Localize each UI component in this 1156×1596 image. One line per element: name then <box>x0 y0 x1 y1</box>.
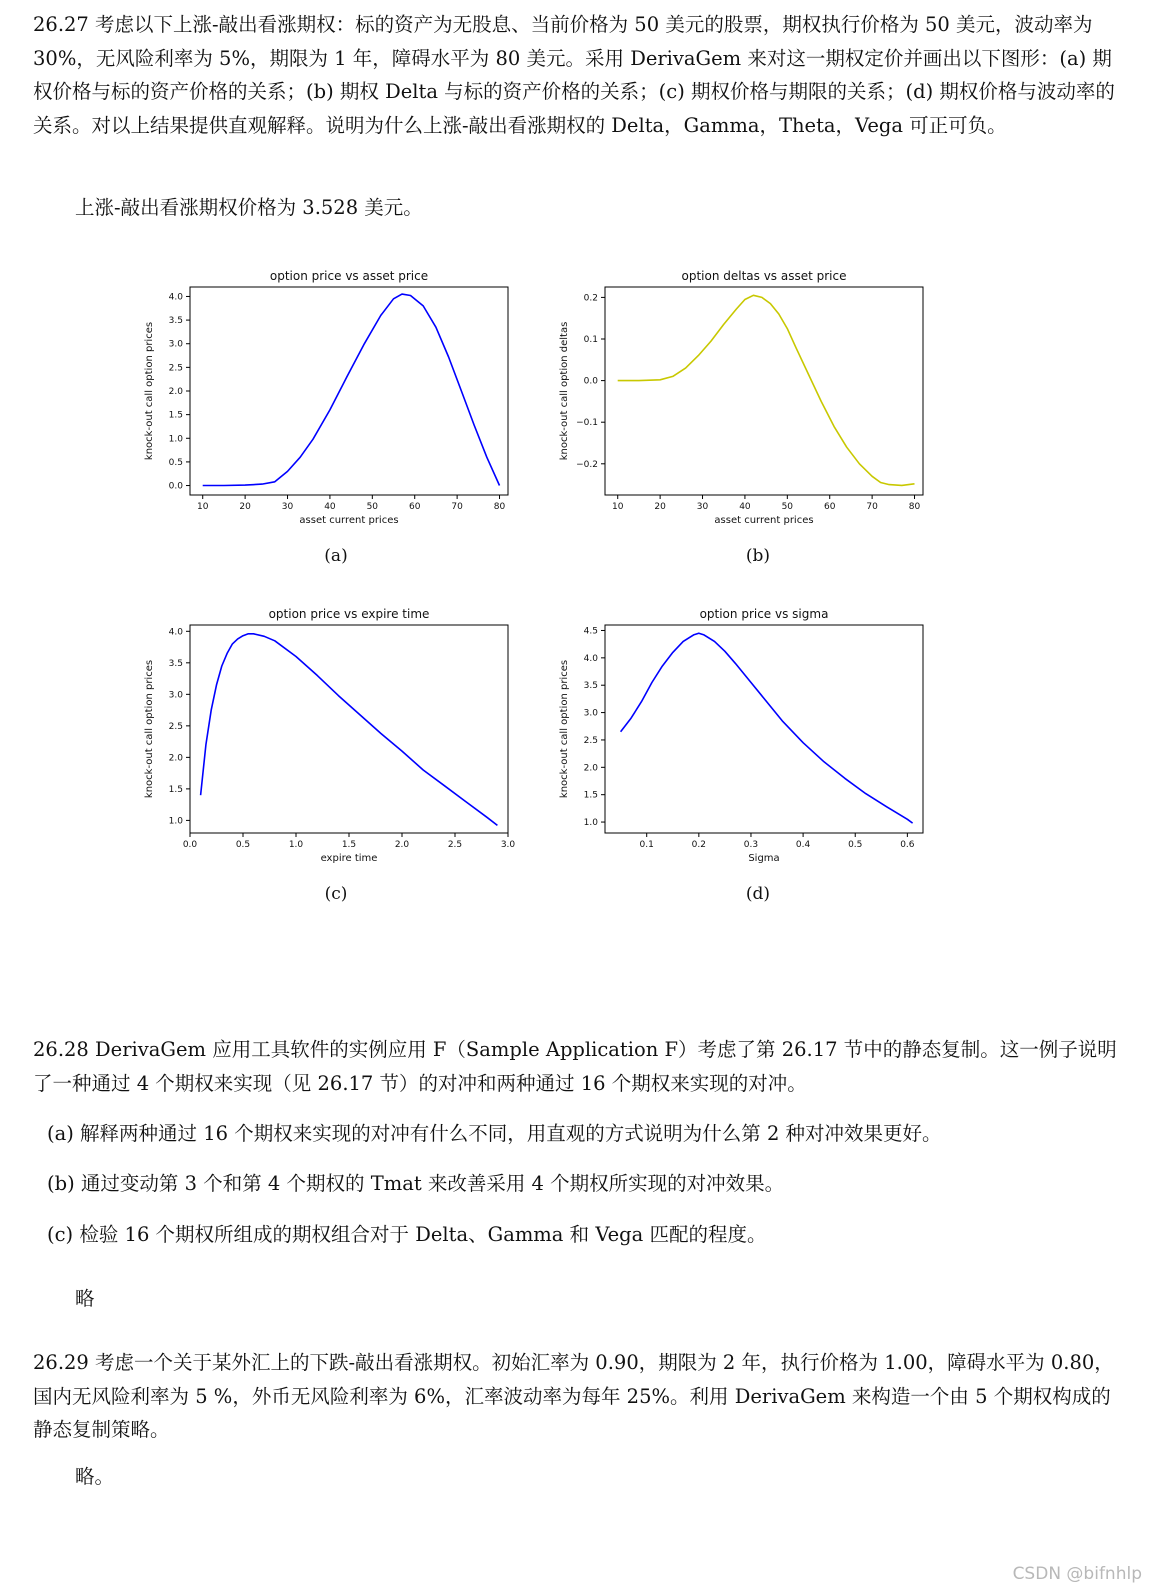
x-tick-label: 0.4 <box>795 840 811 850</box>
y-tick-label: 1.5 <box>168 410 183 421</box>
x-tick-label: 1.0 <box>288 840 304 850</box>
question-26-29-text: 26.29 考虑一个关于某外汇上的下跌-敲出看涨期权。初始汇率为 0.90，期限为 2 年，执行价格为 1.00，障碍水平为 0.80，国内无风险利率为 5 %，外币无风险利率为 6%，汇率波动率为每年 25%。利用 DerivaGem 来构造一个由 5 个期权构成的静态复制策略。 <box>33 1351 1114 1441</box>
plot-frame <box>605 625 923 833</box>
x-tick-label: 3.0 <box>500 840 516 850</box>
x-tick-label: 70 <box>451 502 463 512</box>
y-tick-label: 0.1 <box>583 335 598 345</box>
x-tick-label: 0.5 <box>235 840 251 850</box>
y-tick-label: 2.0 <box>168 387 183 397</box>
y-tick-label: −0.1 <box>576 418 598 429</box>
y-tick-label: 1.5 <box>583 790 598 801</box>
question-26-28-item-a: (a) 解释两种通过 16 个期权来实现的对冲有什么不同，用直观的方式说明为什么第 2 种对冲效果更好。 <box>47 1122 942 1145</box>
x-tick-label: 10 <box>196 502 209 512</box>
caption-a: (a) <box>324 546 348 566</box>
y-tick-label: 3.0 <box>168 339 183 350</box>
caption-c: (c) <box>324 884 348 904</box>
caption-d: (d) <box>745 884 771 904</box>
x-tick-label: 80 <box>908 502 921 512</box>
y-axis-label: knock-out call option deltas <box>559 321 570 461</box>
question-26-28-item-b: (b) 通过变动第 3 个和第 4 个期权的 Tmat 来改善采用 4 个期权所实现的对冲效果。 <box>47 1172 785 1195</box>
plot-frame <box>190 625 508 833</box>
x-tick-label: 30 <box>281 502 294 512</box>
y-tick-label: 2.0 <box>583 763 598 774</box>
y-tick-label: 4.0 <box>168 292 183 303</box>
question-26-27-answer: 上涨-敲出看涨期权价格为 3.528 美元。 <box>75 196 423 219</box>
y-tick-label: 2.0 <box>168 753 183 764</box>
chart-title: option price vs sigma <box>699 607 829 621</box>
x-tick-label: 70 <box>866 502 878 512</box>
x-tick-label: 60 <box>823 502 836 512</box>
question-26-29-answer: 略。 <box>75 1465 115 1488</box>
chart-title: option deltas vs asset price <box>681 269 847 283</box>
x-tick-label: 10 <box>611 502 624 512</box>
x-tick-label: 2.0 <box>394 840 410 850</box>
caption-b: (b) <box>745 546 771 566</box>
x-tick-label: 30 <box>696 502 709 512</box>
x-tick-label: 60 <box>408 502 421 512</box>
y-tick-label: 2.5 <box>168 721 183 732</box>
y-axis-label: knock-out call option prices <box>144 321 155 461</box>
chart-title: option price vs expire time <box>268 607 430 621</box>
y-tick-label: 1.0 <box>168 816 183 827</box>
y-tick-label: 1.5 <box>168 784 183 795</box>
x-tick-label: 50 <box>366 502 379 512</box>
x-tick-label: 0.3 <box>743 840 759 850</box>
question-26-28-item-c: (c) 检验 16 个期权所组成的期权组合对于 Delta、Gamma 和 Vega 匹配的程度。 <box>47 1223 767 1246</box>
x-tick-label: 80 <box>493 502 506 512</box>
y-tick-label: 4.0 <box>168 627 183 638</box>
chart-a <box>140 262 520 530</box>
y-tick-label: 3.5 <box>168 658 183 669</box>
x-tick-label: 50 <box>781 502 794 512</box>
y-tick-label: 4.0 <box>583 653 598 664</box>
x-tick-label: 40 <box>324 502 336 512</box>
plot-frame <box>190 287 508 495</box>
x-tick-label: 0.6 <box>900 840 915 850</box>
series-line <box>618 295 915 485</box>
y-tick-label: 3.5 <box>583 681 598 692</box>
question-26-27-text: 26.27 考虑以下上涨-敲出看涨期权：标的资产为无股息、当前价格为 50 美元的股票，期权执行价格为 50 美元，波动率为 30%，无风险利率为 5%，期限为 1 年，障碍水平为 80 美元。采用 DerivaGem 来对这一期权定价并画出以下图形：(a) 期权价格与标的资产价格的关系；(b) 期权 Delta 与标的资产价格的关系；(c) 期权价格与期限的关系；(d) 期权价格与波动率的关系。对以上结果提供直观解释。说明为什么上涨-敲出看涨期权的 Delta，Gamma，Theta，Vega 可正可负。 <box>33 13 1115 137</box>
y-tick-label: 0.0 <box>583 376 598 387</box>
x-axis-label: asset current prices <box>714 515 814 526</box>
x-tick-label: 20 <box>654 502 666 512</box>
x-axis-label: asset current prices <box>299 515 399 526</box>
y-tick-label: 0.2 <box>583 293 598 304</box>
y-tick-label: 0.0 <box>168 481 183 492</box>
y-tick-label: 2.5 <box>168 363 183 374</box>
x-tick-label: 0.2 <box>691 840 707 850</box>
y-tick-label: 2.5 <box>583 735 598 746</box>
series-line <box>201 634 498 826</box>
series-line <box>621 633 913 823</box>
x-axis-label: expire time <box>320 853 378 864</box>
y-tick-label: 1.0 <box>583 818 598 829</box>
chart-title: option price vs asset price <box>269 269 429 283</box>
question-26-28-answer: 略 <box>75 1287 95 1310</box>
y-tick-label: 4.5 <box>583 626 598 637</box>
x-tick-label: 0.0 <box>182 840 198 850</box>
chart-d <box>555 600 935 868</box>
y-tick-label: 3.0 <box>583 708 598 719</box>
y-axis-label: knock-out call option prices <box>144 659 155 799</box>
chart-c <box>140 600 520 868</box>
x-tick-label: 0.5 <box>848 840 863 850</box>
x-tick-label: 0.1 <box>639 840 654 850</box>
y-tick-label: 1.0 <box>168 434 183 445</box>
y-tick-label: 0.5 <box>168 457 183 468</box>
y-tick-label: 3.0 <box>168 690 183 701</box>
x-tick-label: 1.5 <box>341 840 357 850</box>
y-axis-label: knock-out call option prices <box>559 659 570 799</box>
y-tick-label: 3.5 <box>168 316 183 327</box>
question-26-28-text: 26.28 DerivaGem 应用工具软件的实例应用 F（Sample Application F）考虑了第 26.17 节中的静态复制。这一例子说明了一种通过 4 个期权来实现（见 26.17 节）的对冲和两种通过 16 个期权来实现的对冲。 <box>33 1038 1117 1095</box>
series-line <box>203 294 500 485</box>
x-axis-label: Sigma <box>748 853 780 864</box>
x-tick-label: 40 <box>739 502 751 512</box>
x-tick-label: 20 <box>239 502 251 512</box>
plot-frame <box>605 287 923 495</box>
chart-b <box>555 262 935 530</box>
x-tick-label: 2.5 <box>447 840 463 850</box>
y-tick-label: −0.2 <box>576 459 598 470</box>
watermark: CSDN @bifnhlp <box>1012 1564 1142 1584</box>
